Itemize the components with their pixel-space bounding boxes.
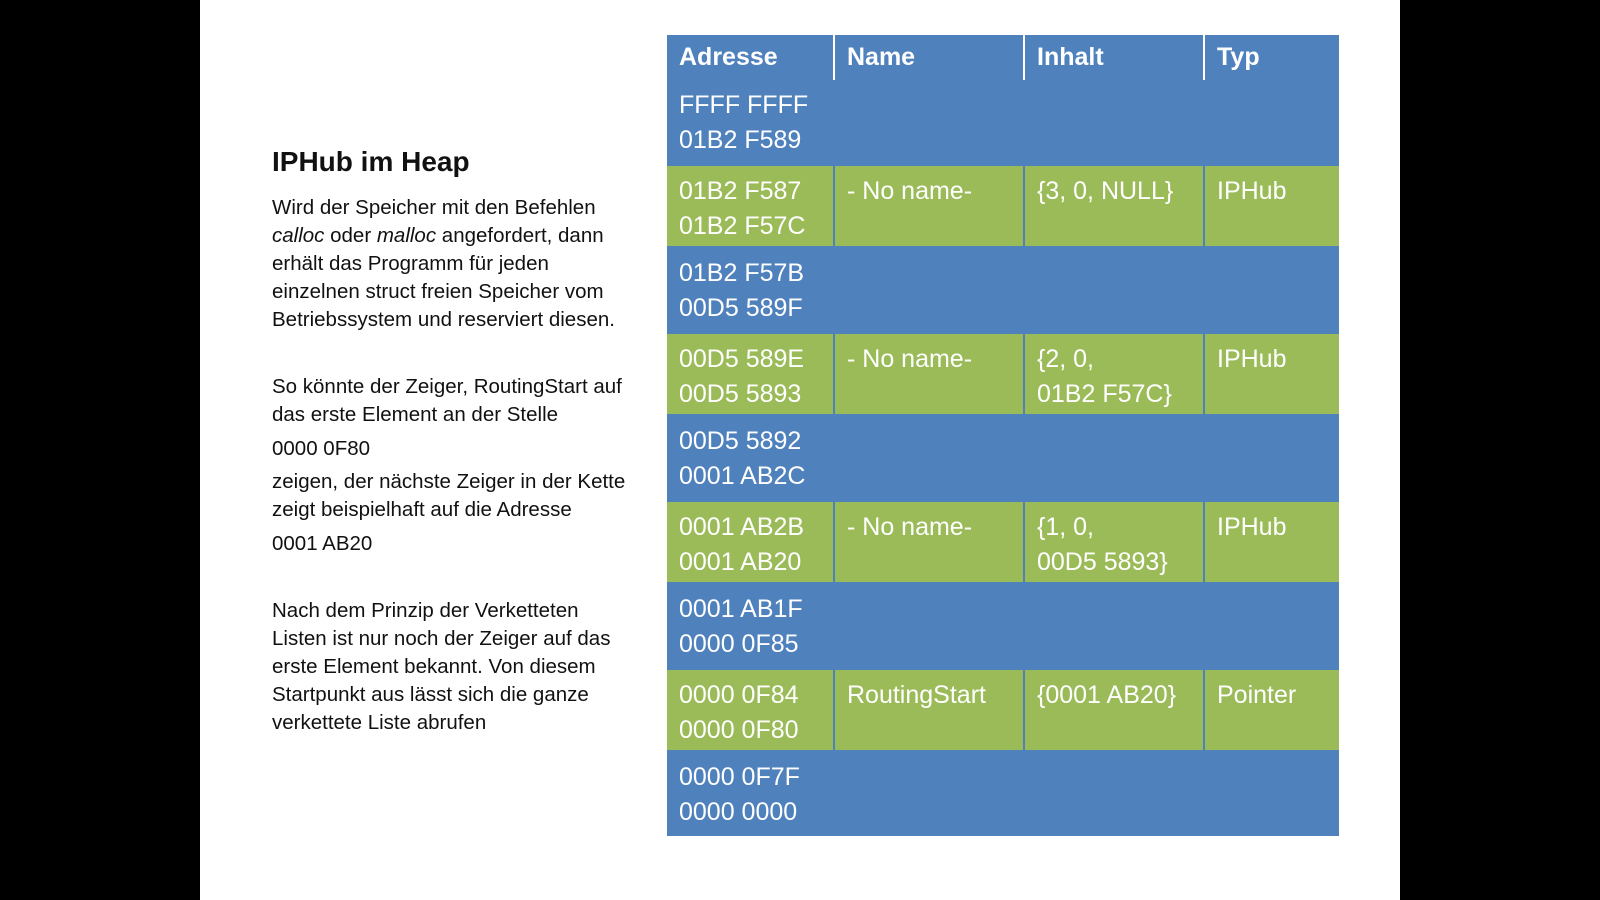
cell-addr: 0001 AB1F 0000 0F85 xyxy=(679,595,803,658)
cell-addr: 01B2 F587 01B2 F57C xyxy=(667,166,835,246)
text-line: verkettete Liste abrufen xyxy=(272,711,487,734)
text-line: zeigen, der nächste Zeiger in der Kette xyxy=(272,470,626,493)
table-row-free xyxy=(667,80,1339,164)
text-line: 0001 AB20 xyxy=(272,532,373,555)
table-row-free xyxy=(667,416,1339,500)
text-line: erhält das Programm für jeden xyxy=(272,252,549,275)
text-line: 0000 0F80 xyxy=(272,437,371,460)
table-row-free xyxy=(667,752,1339,836)
cell-addr: 00D5 5892 0001 AB2C xyxy=(679,427,806,490)
text-line: Betriebssystem und reserviert diesen. xyxy=(272,308,615,331)
text-line: einzelnen struct freien Speicher vom xyxy=(272,280,604,303)
table-row-allocated xyxy=(667,668,1339,752)
cell-name: RoutingStart xyxy=(835,670,1025,750)
text-line: So könnte der Zeiger, RoutingStart auf xyxy=(272,375,622,398)
header-typ: Typ xyxy=(1217,43,1260,71)
text-line: erste Element bekannt. Von diesem xyxy=(272,655,596,678)
slide-title: IPHub im Heap xyxy=(272,146,470,177)
text-line: Wird der Speicher mit den Befehlen xyxy=(272,196,596,219)
table-row-free xyxy=(667,584,1339,668)
table-row-free xyxy=(667,248,1339,332)
header-adresse: Adresse xyxy=(667,35,835,80)
cell-type: Pointer xyxy=(1217,681,1297,709)
cell-type: IPHub xyxy=(1217,345,1287,373)
cell-addr: 01B2 F57B 00D5 589F xyxy=(679,259,805,322)
text-fragment: oder xyxy=(324,224,377,247)
table-row-allocated xyxy=(667,164,1339,248)
text-line: Nach dem Prinzip der Verketteten xyxy=(272,599,579,622)
calloc-term: calloc xyxy=(272,224,325,247)
text-fragment: angefordert, dann xyxy=(436,224,604,247)
cell-addr: 00D5 589E 00D5 5893 xyxy=(667,334,835,414)
cell-name: - No name- xyxy=(835,166,1025,246)
header-inhalt: Inhalt xyxy=(1025,35,1205,80)
cell-name: - No name- xyxy=(835,334,1025,414)
cell-content: {1, 0, 00D5 5893} xyxy=(1025,502,1205,582)
text-line: Listen ist nur noch der Zeiger auf das xyxy=(272,627,611,650)
heap-table xyxy=(667,35,1339,836)
cell-addr: FFFF FFFF 01B2 F589 xyxy=(679,91,809,154)
text-line: Startpunkt aus lässt sich die ganze xyxy=(272,683,589,706)
cell-content: {3, 0, NULL} xyxy=(1025,166,1205,246)
table-row-allocated xyxy=(667,500,1339,584)
malloc-term: malloc xyxy=(376,224,437,247)
table-row-allocated xyxy=(667,332,1339,416)
cell-content: {0001 AB20} xyxy=(1025,670,1205,750)
table-header xyxy=(667,35,1339,80)
cell-content: {2, 0, 01B2 F57C} xyxy=(1025,334,1205,414)
text-line: das erste Element an der Stelle xyxy=(272,403,559,426)
header-name: Name xyxy=(835,35,1025,80)
text-line: zeigt beispielhaft auf die Adresse xyxy=(272,498,572,521)
cell-addr: 0000 0F7F 0000 0000 xyxy=(679,763,800,826)
cell-type: IPHub xyxy=(1217,177,1287,205)
text-line xyxy=(272,224,604,248)
cell-type: IPHub xyxy=(1217,513,1287,541)
cell-addr: 0000 0F84 0000 0F80 xyxy=(667,670,835,750)
cell-name: - No name- xyxy=(835,502,1025,582)
cell-addr: 0001 AB2B 0001 AB20 xyxy=(667,502,835,582)
slide xyxy=(200,0,1400,900)
